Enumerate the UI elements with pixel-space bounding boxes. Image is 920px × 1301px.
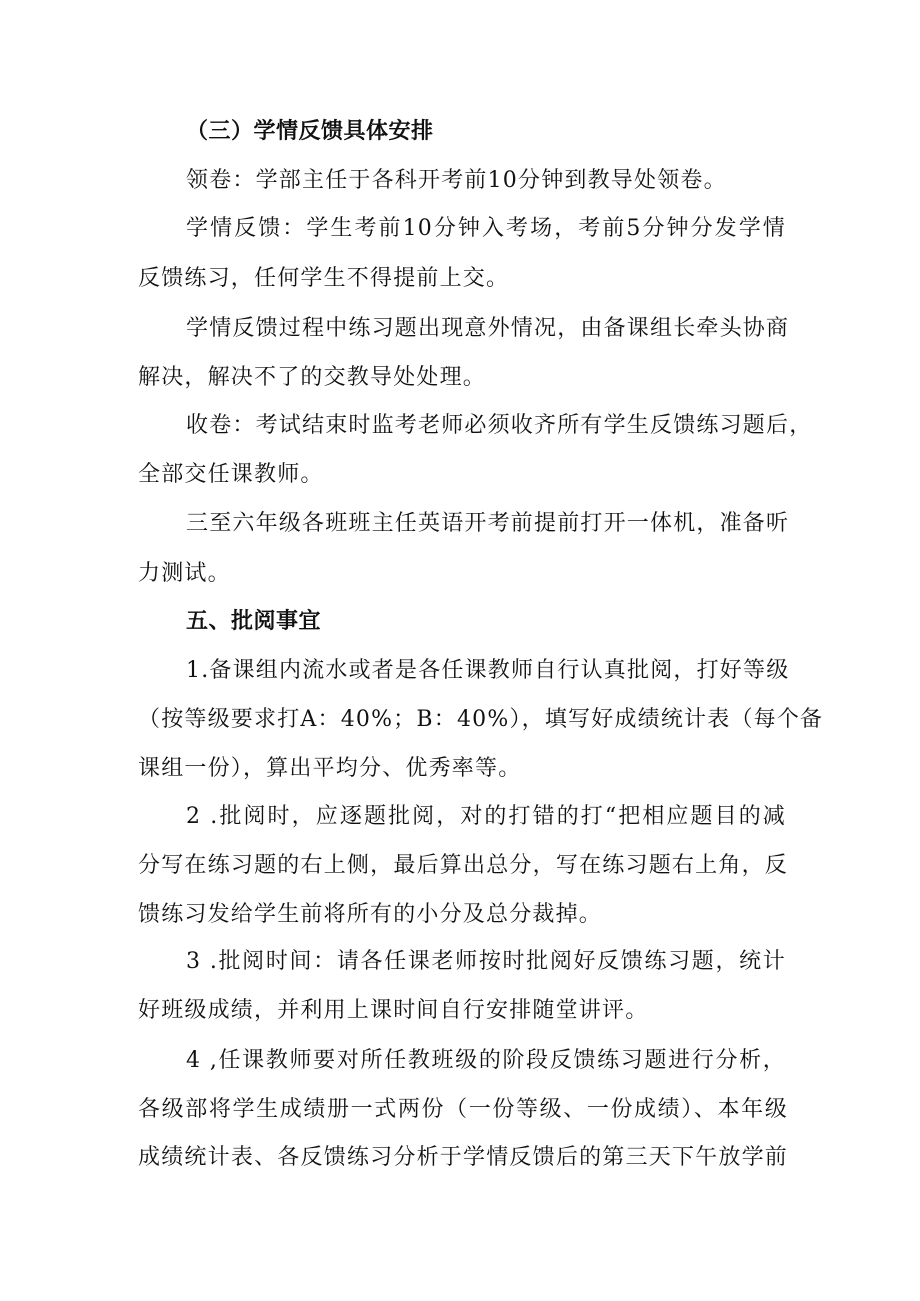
item2-line2: 分写在练习题的右上侧，最后算出总分，写在练习题右上角，反 bbox=[138, 853, 788, 878]
paragraph-listening-line1: 三至六年级各班班主任英语开考前提前打开一体机，准备听 bbox=[186, 511, 790, 536]
paragraph-feedback-line1: 学情反馈：学生考前10分钟入考场，考前5分钟分发学情 bbox=[186, 216, 786, 241]
item4-line3: 成绩统计表、各反馈练习分析于学情反馈后的第三天下午放学前 bbox=[138, 1145, 788, 1170]
item1-line2: （按等级要求打A：40%；B：40%），填写好成绩统计表（每个备 bbox=[138, 707, 824, 732]
paragraph-accident-line1: 学情反馈过程中练习题出现意外情况，由备课组长牵头协商 bbox=[186, 316, 790, 341]
item3-line2: 好班级成绩，并利用上课时间自行安排随堂讲评。 bbox=[138, 998, 649, 1023]
section-heading-feedback-arrangement: （三）学情反馈具体安排 bbox=[186, 119, 434, 144]
section-heading-marking: 五、批阅事宜 bbox=[186, 609, 322, 634]
item1-line3: 课组一份），算出平均分、优秀率等。 bbox=[138, 756, 522, 781]
paragraph-hand-in-line2: 全部交任课教师。 bbox=[138, 462, 324, 487]
paragraph-listening-line2: 力测试。 bbox=[138, 561, 231, 586]
paragraph-accident-line2: 解决，解决不了的交教导处处理。 bbox=[138, 365, 487, 390]
item4-line2: 各级部将学生成绩册一式两份（一份等级、一份成绩）、本年级 bbox=[138, 1097, 788, 1122]
paragraph-feedback-line2: 反馈练习，任何学生不得提前上交。 bbox=[138, 266, 510, 291]
item2-line1: 2 .批阅时，应逐题批阅，对的打错的打“把相应题目的减 bbox=[186, 804, 786, 829]
paragraph-collect-papers: 领卷：学部主任于各科开考前10分钟到教导处领卷。 bbox=[186, 168, 727, 193]
paragraph-hand-in-line1: 收卷：考试结束时监考老师必须收齐所有学生反馈练习题后， bbox=[186, 413, 813, 438]
item3-line1: 3 .批阅时间：请各任课老师按时批阅好反馈练习题，统计 bbox=[186, 949, 786, 974]
item2-line3: 馈练习发给学生前将所有的小分及总分裁掉。 bbox=[138, 902, 603, 927]
item1-line1: 1.备课组内流水或者是各任课教师自行认真批阅，打好等级 bbox=[186, 658, 790, 683]
item4-line1: 4 ,任课教师要对所任教班级的阶段反馈练习题进行分析， bbox=[186, 1048, 786, 1073]
